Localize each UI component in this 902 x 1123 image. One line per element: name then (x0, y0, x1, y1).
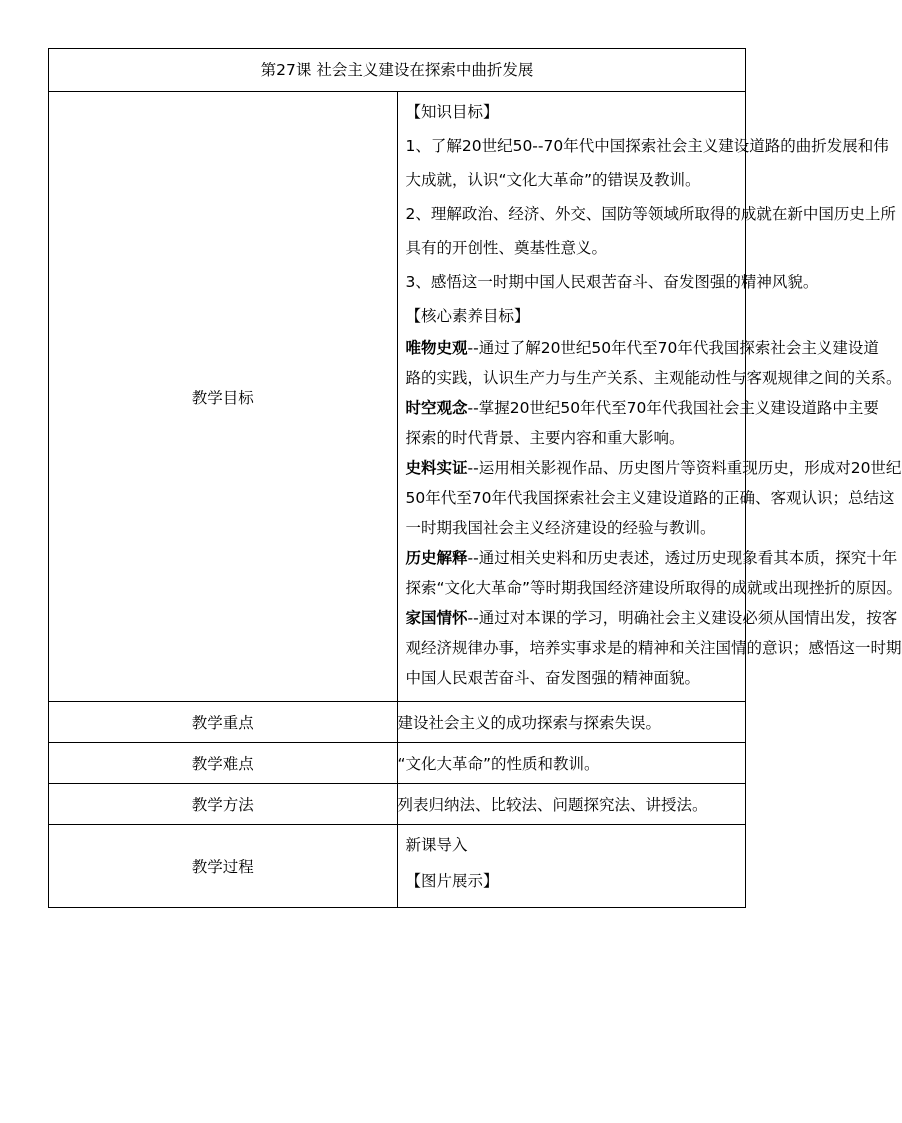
core-text: --掌握20世纪50年代至70年代我国社会主义建设道路中主要 (467, 399, 879, 417)
core-item (405, 543, 902, 603)
title-row (49, 49, 746, 92)
core-item (405, 333, 902, 393)
knowledge-header: 【知识目标】 (405, 103, 499, 121)
process-label: 教学过程 (49, 825, 398, 908)
core-text: 探索“文化大革命”等时期我国经济建设所取得的成就或出现挫折的原因。 (405, 579, 902, 597)
core-term: 家国情怀 (405, 609, 468, 627)
lesson-plan-table (48, 48, 902, 908)
knowledge-line: 1、了解20世纪50--70年代中国探索社会主义建设道路的曲折发展和伟 (405, 137, 889, 155)
key-point-row (49, 702, 746, 743)
knowledge-line: 具有的开创性、奠基性意义。 (405, 239, 608, 257)
core-text: 一时期我国社会主义经济建设的经验与教训。 (405, 519, 716, 537)
core-text: --通过相关史料和历史表述，透过历史现象看其本质，探究十年 (467, 549, 898, 567)
process-row (49, 825, 746, 908)
core-term: 史料实证 (405, 459, 468, 477)
knowledge-line: 大成就，认识“文化大革命”的错误及教训。 (405, 171, 701, 189)
core-text: --运用相关影视作品、历史图片等资料重现历史，形成对20世纪 (467, 459, 902, 477)
core-item (405, 453, 902, 543)
core-text: 50年代至70年代我国探索社会主义建设道路的正确、客观认识；总结这 (405, 489, 895, 507)
method-row (49, 784, 746, 825)
key-point-text: 建设社会主义的成功探索与探索失误。 (397, 702, 746, 743)
knowledge-line: 2、理解政治、经济、外交、国防等领域所取得的成就在新中国历史上所 (405, 205, 896, 223)
process-line: 新课导入 (405, 836, 468, 854)
core-header: 【核心素养目标】 (405, 307, 530, 325)
core-text: 观经济规律办事，培养实事求是的精神和关注国情的意识；感悟这一时期 (405, 639, 902, 657)
goals-row (49, 92, 746, 702)
knowledge-line: 3、感悟这一时期中国人民艰苦奋斗、奋发图强的精神风貌。 (405, 273, 819, 291)
difficulty-row (49, 743, 746, 784)
core-item (405, 603, 902, 693)
process-line: 【图片展示】 (405, 872, 499, 890)
core-term: 唯物史观 (405, 339, 468, 357)
core-term: 时空观念 (405, 399, 468, 417)
difficulty-text: “文化大革命”的性质和教训。 (397, 743, 746, 784)
difficulty-label: 教学难点 (49, 743, 398, 784)
core-text: 探索的时代背景、主要内容和重大影响。 (405, 429, 685, 447)
process-content (397, 825, 746, 908)
method-text: 列表归纳法、比较法、问题探究法、讲授法。 (397, 784, 746, 825)
core-text: 中国人民艰苦奋斗、奋发图强的精神面貌。 (405, 669, 701, 687)
method-label: 教学方法 (49, 784, 398, 825)
core-text: --通过对本课的学习，明确社会主义建设必须从国情出发，按客 (467, 609, 898, 627)
core-text: --通过了解20世纪50年代至70年代我国探索社会主义建设道 (467, 339, 879, 357)
core-item (405, 393, 879, 453)
key-point-label: 教学重点 (49, 702, 398, 743)
goals-content (397, 92, 902, 702)
core-term: 历史解释 (405, 549, 468, 567)
goals-label: 教学目标 (49, 92, 398, 702)
lesson-title: 第27课 社会主义建设在探索中曲折发展 (49, 49, 746, 92)
core-text: 路的实践，认识生产力与生产关系、主观能动性与客观规律之间的关系。 (405, 369, 902, 387)
